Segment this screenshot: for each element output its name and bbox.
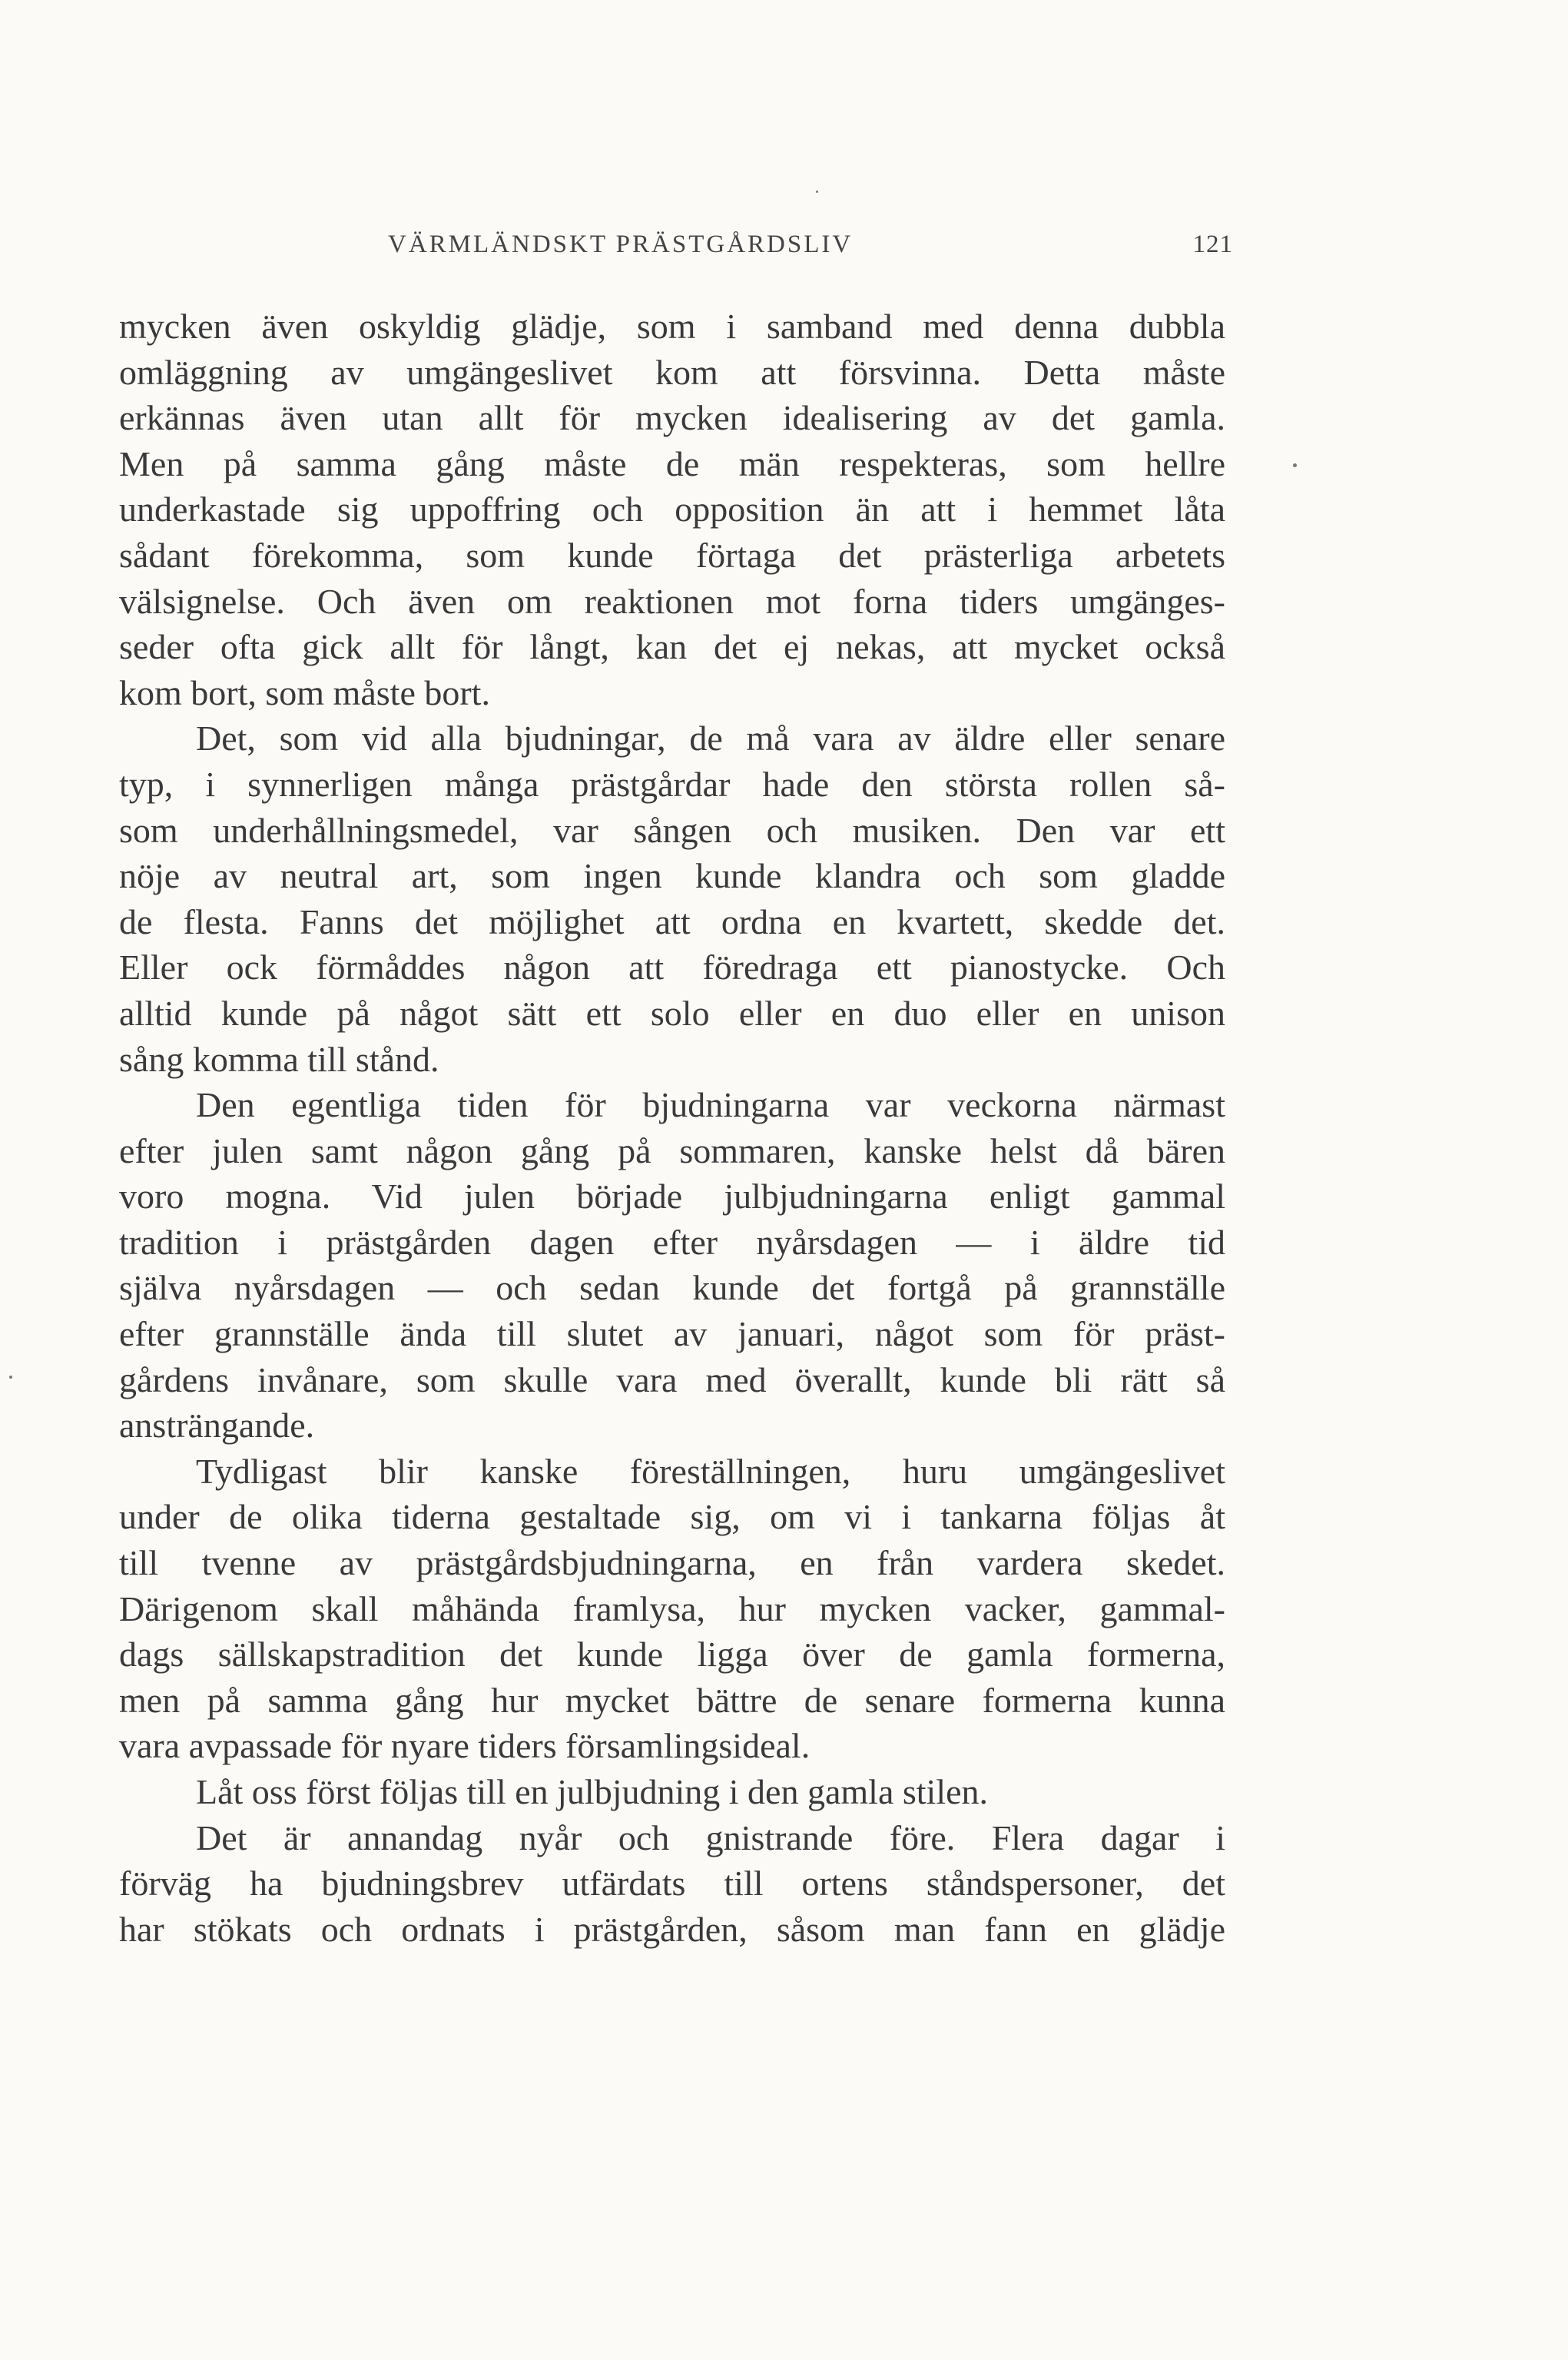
text-line: omläggning av umgängeslivet kom att försvinna. Detta måste <box>119 352 1225 392</box>
running-title: VÄRMLÄNDSKT PRÄSTGÅRDSLIV <box>388 231 854 258</box>
text-line: men på samma gång hur mycket bättre de senare formerna kunna <box>119 1680 1225 1720</box>
text-line: mycken även oskyldig glädje, som i samband med denna dubbla <box>119 307 1225 346</box>
text-line: sång komma till stånd. <box>119 1039 439 1079</box>
paper-speck <box>1293 463 1297 467</box>
text-line: Låt oss först följas till en julbjudning i den gamla stilen. <box>196 1772 989 1811</box>
text-line: välsignelse. Och även om reaktionen mot forna tiders umgänges- <box>119 581 1225 621</box>
text-line: till tvenne av prästgårdsbjudningarna, en från vardera skedet. <box>119 1543 1225 1583</box>
text-line: de flesta. Fanns det möjlighet att ordna en kvartett, skedde det. <box>119 901 1225 941</box>
text-line: gårdens invånare, som skulle vara med överallt, kunde bli rätt så <box>119 1359 1225 1399</box>
body-text <box>119 304 1225 1952</box>
text-line: förväg ha bjudningsbrev utfärdats till ortens ståndspersoner, det <box>119 1864 1225 1904</box>
text-line: erkännas även utan allt för mycken idealisering av det gamla. <box>119 398 1225 438</box>
text-line: Tydligast blir kanske föreställningen, huru umgängeslivet <box>196 1451 1225 1491</box>
text-line: kom bort, som måste bort. <box>119 672 490 712</box>
text-line: sådant förekomma, som kunde förtaga det prästerliga arbetets <box>119 535 1225 575</box>
text-line: Den egentliga tiden för bjudningarna var veckorna närmast <box>196 1085 1225 1125</box>
text-line: har stökats och ordnats i prästgården, såsom man fann en glädje <box>119 1909 1225 1949</box>
text-line: under de olika tiderna gestaltade sig, om vi i tankarna följas åt <box>119 1497 1225 1537</box>
text-line: seder ofta gick allt för långt, kan det ej nekas, att mycket också <box>119 627 1225 667</box>
text-line: efter julen samt någon gång på sommaren, kanske helst då bären <box>119 1130 1225 1170</box>
paper-speck <box>9 1376 12 1379</box>
text-line: alltid kunde på något sätt ett solo eller en duo eller en unison <box>119 993 1225 1033</box>
text-line: tradition i prästgården dagen efter nyårsdagen — i äldre tid <box>119 1222 1225 1262</box>
text-line: voro mogna. Vid julen började julbjudningarna enligt gammal <box>119 1177 1225 1217</box>
text-line: dags sällskapstradition det kunde ligga över de gamla formerna, <box>119 1635 1225 1675</box>
text-line: ansträngande. <box>119 1406 315 1446</box>
text-line: Det är annandag nyår och gnistrande före. Flera dagar i <box>196 1817 1225 1857</box>
page-number: 121 <box>1192 231 1233 258</box>
text-line: som underhållningsmedel, var sången och musiken. Den var ett <box>119 810 1225 850</box>
paper-speck <box>816 191 818 193</box>
text-line: efter grannställe ända till slutet av januari, något som för präst- <box>119 1314 1225 1354</box>
text-line: vara avpassade för nyare tiders församlingsideal. <box>119 1726 811 1766</box>
text-line: Men på samma gång måste de män respekteras, som hellre <box>119 443 1225 483</box>
text-line: Det, som vid alla bjudningar, de må vara av äldre eller senare <box>196 719 1225 758</box>
page-header <box>388 231 1233 269</box>
text-line: Eller ock förmåddes någon att föredraga ett pianostycke. Och <box>119 948 1225 987</box>
text-line: Därigenom skall måhända framlysa, hur mycken vacker, gammal- <box>119 1588 1225 1628</box>
text-line: typ, i synnerligen många prästgårdar hade den största rollen så- <box>119 764 1225 804</box>
text-line: nöje av neutral art, som ingen kunde klandra och som gladde <box>119 856 1225 896</box>
text-line: underkastade sig uppoffring och opposition än att i hemmet låta <box>119 490 1225 529</box>
text-line: själva nyårsdagen — och sedan kunde det fortgå på grannställe <box>119 1268 1225 1308</box>
